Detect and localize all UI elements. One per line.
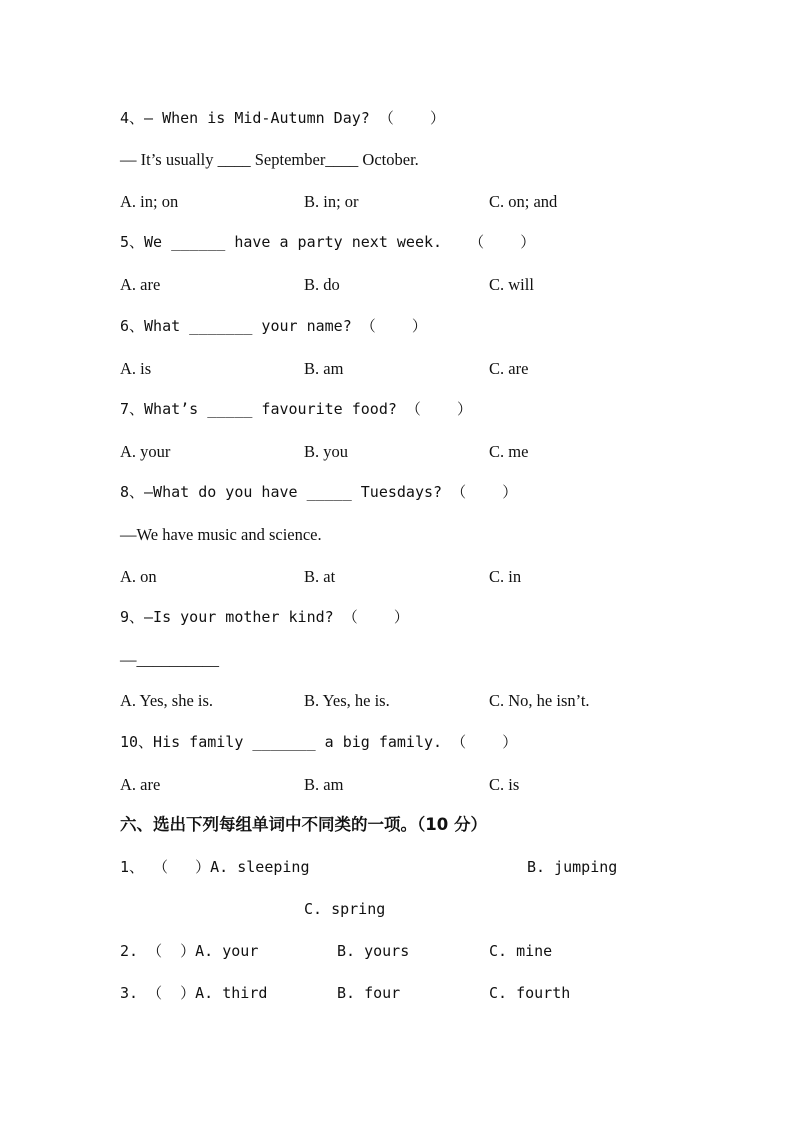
question-4-option-c: C. on; and [489,192,558,211]
section-6-item-2-c: C. mine [489,942,553,960]
question-10-option-a: A. are [120,775,161,794]
section-6-item-3-a: 3. （ ）A. third [120,984,268,1002]
question-5-option-c: C. will [489,275,534,294]
question-5-option-b: B. do [304,275,340,294]
question-7-option-c: C. me [489,442,529,461]
question-9-option-c: C. No, he isn’t. [489,691,590,710]
question-9-option-a: A. Yes, she is. [120,691,214,710]
question-8-option-c: C. in [489,567,522,586]
section-6-item-1-c: C. spring [304,900,386,918]
question-7-option-a: A. your [120,442,171,461]
section-6-item-2-a: 2. （ ）A. your [120,942,259,960]
question-4-option-b: B. in; or [304,192,359,211]
section-6-item-3-b: B. four [337,984,401,1002]
question-4: 4、— When is Mid-Autumn Day? （ ） [120,109,445,127]
section-6-item-3-c: C. fourth [489,984,571,1002]
question-6: 6、What _______ your name? （ ） [120,317,427,335]
question-9-answer-line: —__________ [120,650,219,669]
question-6-option-c: C. are [489,359,529,378]
question-5-option-a: A. are [120,275,161,294]
question-10: 10、His family _______ a big family. （ ） [120,733,518,751]
section-6-item-2-b: B. yours [337,942,410,960]
question-7-option-b: B. you [304,442,349,461]
question-9: 9、—Is your mother kind? （ ） [120,608,409,626]
question-6-option-b: B. am [304,359,344,378]
section-6-item-1-a: 1、 （ ）A. sleeping [120,858,310,876]
question-5: 5、We ______ have a party next week. （ ） [120,233,536,251]
section-6-heading: 六、选出下列每组单词中不同类的一项。（10 分） [120,815,487,834]
question-8-answer-line: —We have music and science. [120,525,322,544]
question-10-option-c: C. is [489,775,520,794]
question-8-option-a: A. on [120,567,157,586]
section-6-item-1-b: B. jumping [527,858,618,876]
question-7: 7、What’s _____ favourite food? （ ） [120,400,473,418]
question-9-option-b: B. Yes, he is. [304,691,390,710]
question-6-option-a: A. is [120,359,152,378]
question-8: 8、—What do you have _____ Tuesdays? （ ） [120,483,518,501]
question-4-answer-line: — It’s usually ____ September____ October. [120,150,419,169]
question-4-option-a: A. in; on [120,192,179,211]
question-10-option-b: B. am [304,775,344,794]
question-8-option-b: B. at [304,567,336,586]
